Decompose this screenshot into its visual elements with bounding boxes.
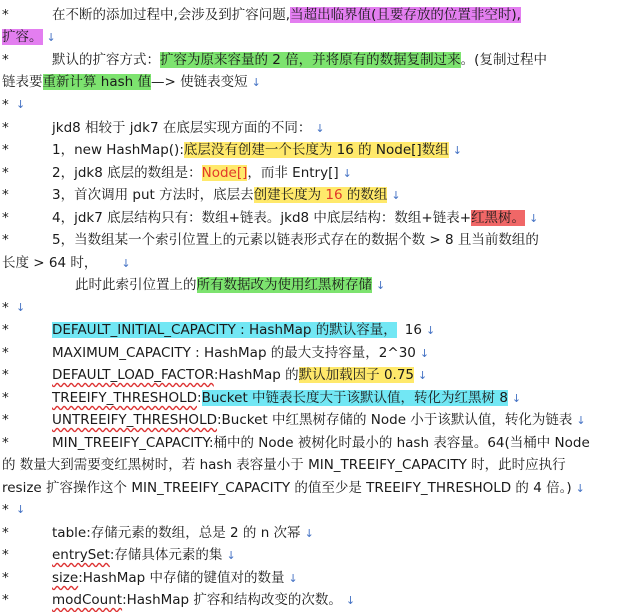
paragraph-mark-icon: ↓ [288, 572, 298, 585]
paragraph-mark-icon: ↓ [342, 167, 352, 180]
text-run: TREEIFY_THRESHOLD [52, 390, 197, 406]
text-run: table:存储元素的数组，总是 2 的 n 次幂 [52, 525, 301, 541]
text-run: DEFAULT_LOAD_FACTOR [52, 367, 214, 383]
bullet-marker: * [2, 210, 9, 226]
text-run: 的 数量大到需要变红黑树时，若 hash 表容量小于 MIN_TREEIFY_CAPACITY 时，此时应执行 [2, 457, 566, 473]
bullet-marker: * [2, 502, 9, 518]
paragraph-mark-icon: ↓ [345, 594, 356, 607]
highlight-cyan: Bucket 中链表长度大于该默认值，转化为红黑树 8 [201, 390, 508, 406]
bullet-marker: * [2, 187, 9, 203]
text-run: 5，当数组某一个索引位置上的元素以链表形式存在的数据个数 > 8 且当前数组的 [52, 232, 539, 248]
bullet-marker: * [2, 570, 9, 586]
paragraph-mark-icon: ↓ [391, 189, 401, 202]
paragraph-mark-icon: ↓ [16, 98, 26, 111]
bullet-marker: * [2, 97, 9, 113]
bullet-marker: * [2, 412, 9, 428]
highlight-green: 重新计算 hash 值 [42, 74, 152, 90]
highlight-pink: 当超出临界值(且要存放的位置非空时), [290, 7, 521, 23]
bullet-marker: * [2, 232, 9, 248]
text-run: 在不断的添加过程中,会涉及到扩容问题, [52, 7, 291, 23]
text-run: jkd8 相较于 jdk7 在底层实现方面的不同： [52, 120, 312, 136]
text-run: 。(复制过程中 [460, 52, 547, 68]
highlight-yellow: 16 [325, 187, 343, 203]
paragraph-mark-icon: ↓ [425, 324, 436, 337]
highlight-yellow: 的数组 [342, 187, 388, 203]
paragraph-mark-icon: ↓ [418, 369, 428, 382]
text-run: 3，首次调用 put 方法时，底层去 [52, 187, 254, 203]
text-run: 此时此索引位置上的 [75, 277, 197, 293]
text-run: MIN_TREEIFY_CAPACITY:桶中的 Node 被树化时最小的 hash 表容量。64(当桶中 Node [52, 435, 590, 451]
text-run: :HashMap 中存储的键值对的数量 [78, 570, 285, 586]
text-run: —> 使链表变短 [151, 74, 248, 90]
text-run: size [52, 570, 79, 586]
text-run: ，而非 Entry[] [247, 165, 339, 181]
bullet-marker: * [2, 120, 9, 136]
text-run: resize 扩容操作这个 MIN_TREEIFY_CAPACITY 的值至少是 TREEIFY_THRESHOLD 的 4 倍。) [2, 480, 572, 496]
highlight-yellow: 创建长度为 [253, 187, 326, 203]
paragraph-mark-icon: ↓ [226, 549, 236, 562]
paragraph-mark-icon: ↓ [16, 301, 26, 314]
paragraph-mark-icon: ↓ [315, 122, 325, 135]
bullet-marker: * [2, 322, 9, 338]
text-run: MAXIMUM_CAPACITY : HashMap 的最大支持容量，2^30 [52, 345, 416, 361]
paragraph-mark-icon: ↓ [121, 257, 131, 270]
bullet-marker: * [2, 525, 9, 541]
paragraph-mark-icon: ↓ [16, 503, 26, 516]
text-run: modCount [52, 592, 123, 608]
highlight-yellow: 默认加载因子 0.75 [298, 367, 415, 383]
paragraph-mark-icon: ↓ [511, 392, 522, 405]
highlight-green: 所有数据改为使用红黑树存储 [196, 277, 372, 293]
bullet-marker: * [2, 142, 9, 158]
text-run: 1，new HashMap(): [52, 142, 184, 158]
text-run: UNTREEIFY_THRESHOLD [52, 412, 217, 428]
bullet-marker: * [2, 165, 9, 181]
bullet-marker: * [2, 390, 9, 406]
text-run: : [197, 390, 202, 406]
bullet-marker: * [2, 367, 9, 383]
bullet-marker: * [2, 7, 9, 23]
highlight-yellow: Node[] [201, 165, 248, 181]
text-run: :存储具体元素的集 [109, 547, 223, 563]
highlight-red: 红黑树。 [471, 210, 526, 226]
text-run: entrySet [52, 547, 110, 563]
text-run: 链表要 [2, 74, 43, 90]
text-run: 4，jdk7 底层结构只有：数组+链表。jkd8 中底层结构：数组+链表+ [52, 210, 472, 226]
paragraph-mark-icon: ↓ [46, 31, 56, 44]
paragraph-mark-icon: ↓ [376, 279, 386, 292]
paragraph-mark-icon: ↓ [576, 414, 586, 427]
text-run: :HashMap 的 [213, 367, 299, 383]
bullet-marker: * [2, 345, 9, 361]
bullet-marker: * [2, 300, 9, 316]
bullet-marker: * [2, 592, 9, 608]
paragraph-mark-icon: ↓ [304, 527, 314, 540]
bullet-marker: * [2, 52, 9, 68]
paragraph-mark-icon: ↓ [529, 212, 539, 225]
highlight-cyan: DEFAULT_INITIAL_CAPACITY : HashMap 的默认容量， [52, 322, 397, 338]
text-run: 长度 > 64 时， [2, 255, 98, 271]
text-run: :HashMap 扩容和结构改变的次数。 [122, 592, 342, 608]
highlight-green: 扩容为原来容量的 2 倍，并将原有的数据复制过来 [160, 52, 461, 68]
bullet-marker: * [2, 435, 9, 451]
bullet-marker: * [2, 547, 9, 563]
text-run: 默认的扩容方式： [52, 52, 160, 68]
highlight-pink: 扩容。 [2, 29, 43, 45]
paragraph-mark-icon: ↓ [251, 76, 261, 89]
paragraph-mark-icon: ↓ [575, 482, 585, 495]
text-run: 16 [404, 322, 422, 338]
text-run: 2，jdk8 底层的数组是： [52, 165, 202, 181]
paragraph-mark-icon: ↓ [419, 347, 430, 360]
text-run: :Bucket 中红黑树存储的 Node 小于该默认值，转化为链表 [216, 412, 573, 428]
paragraph-mark-icon: ↓ [452, 144, 462, 157]
highlight-yellow: 底层没有创建一个长度为 16 的 Node[]数组 [183, 142, 449, 158]
